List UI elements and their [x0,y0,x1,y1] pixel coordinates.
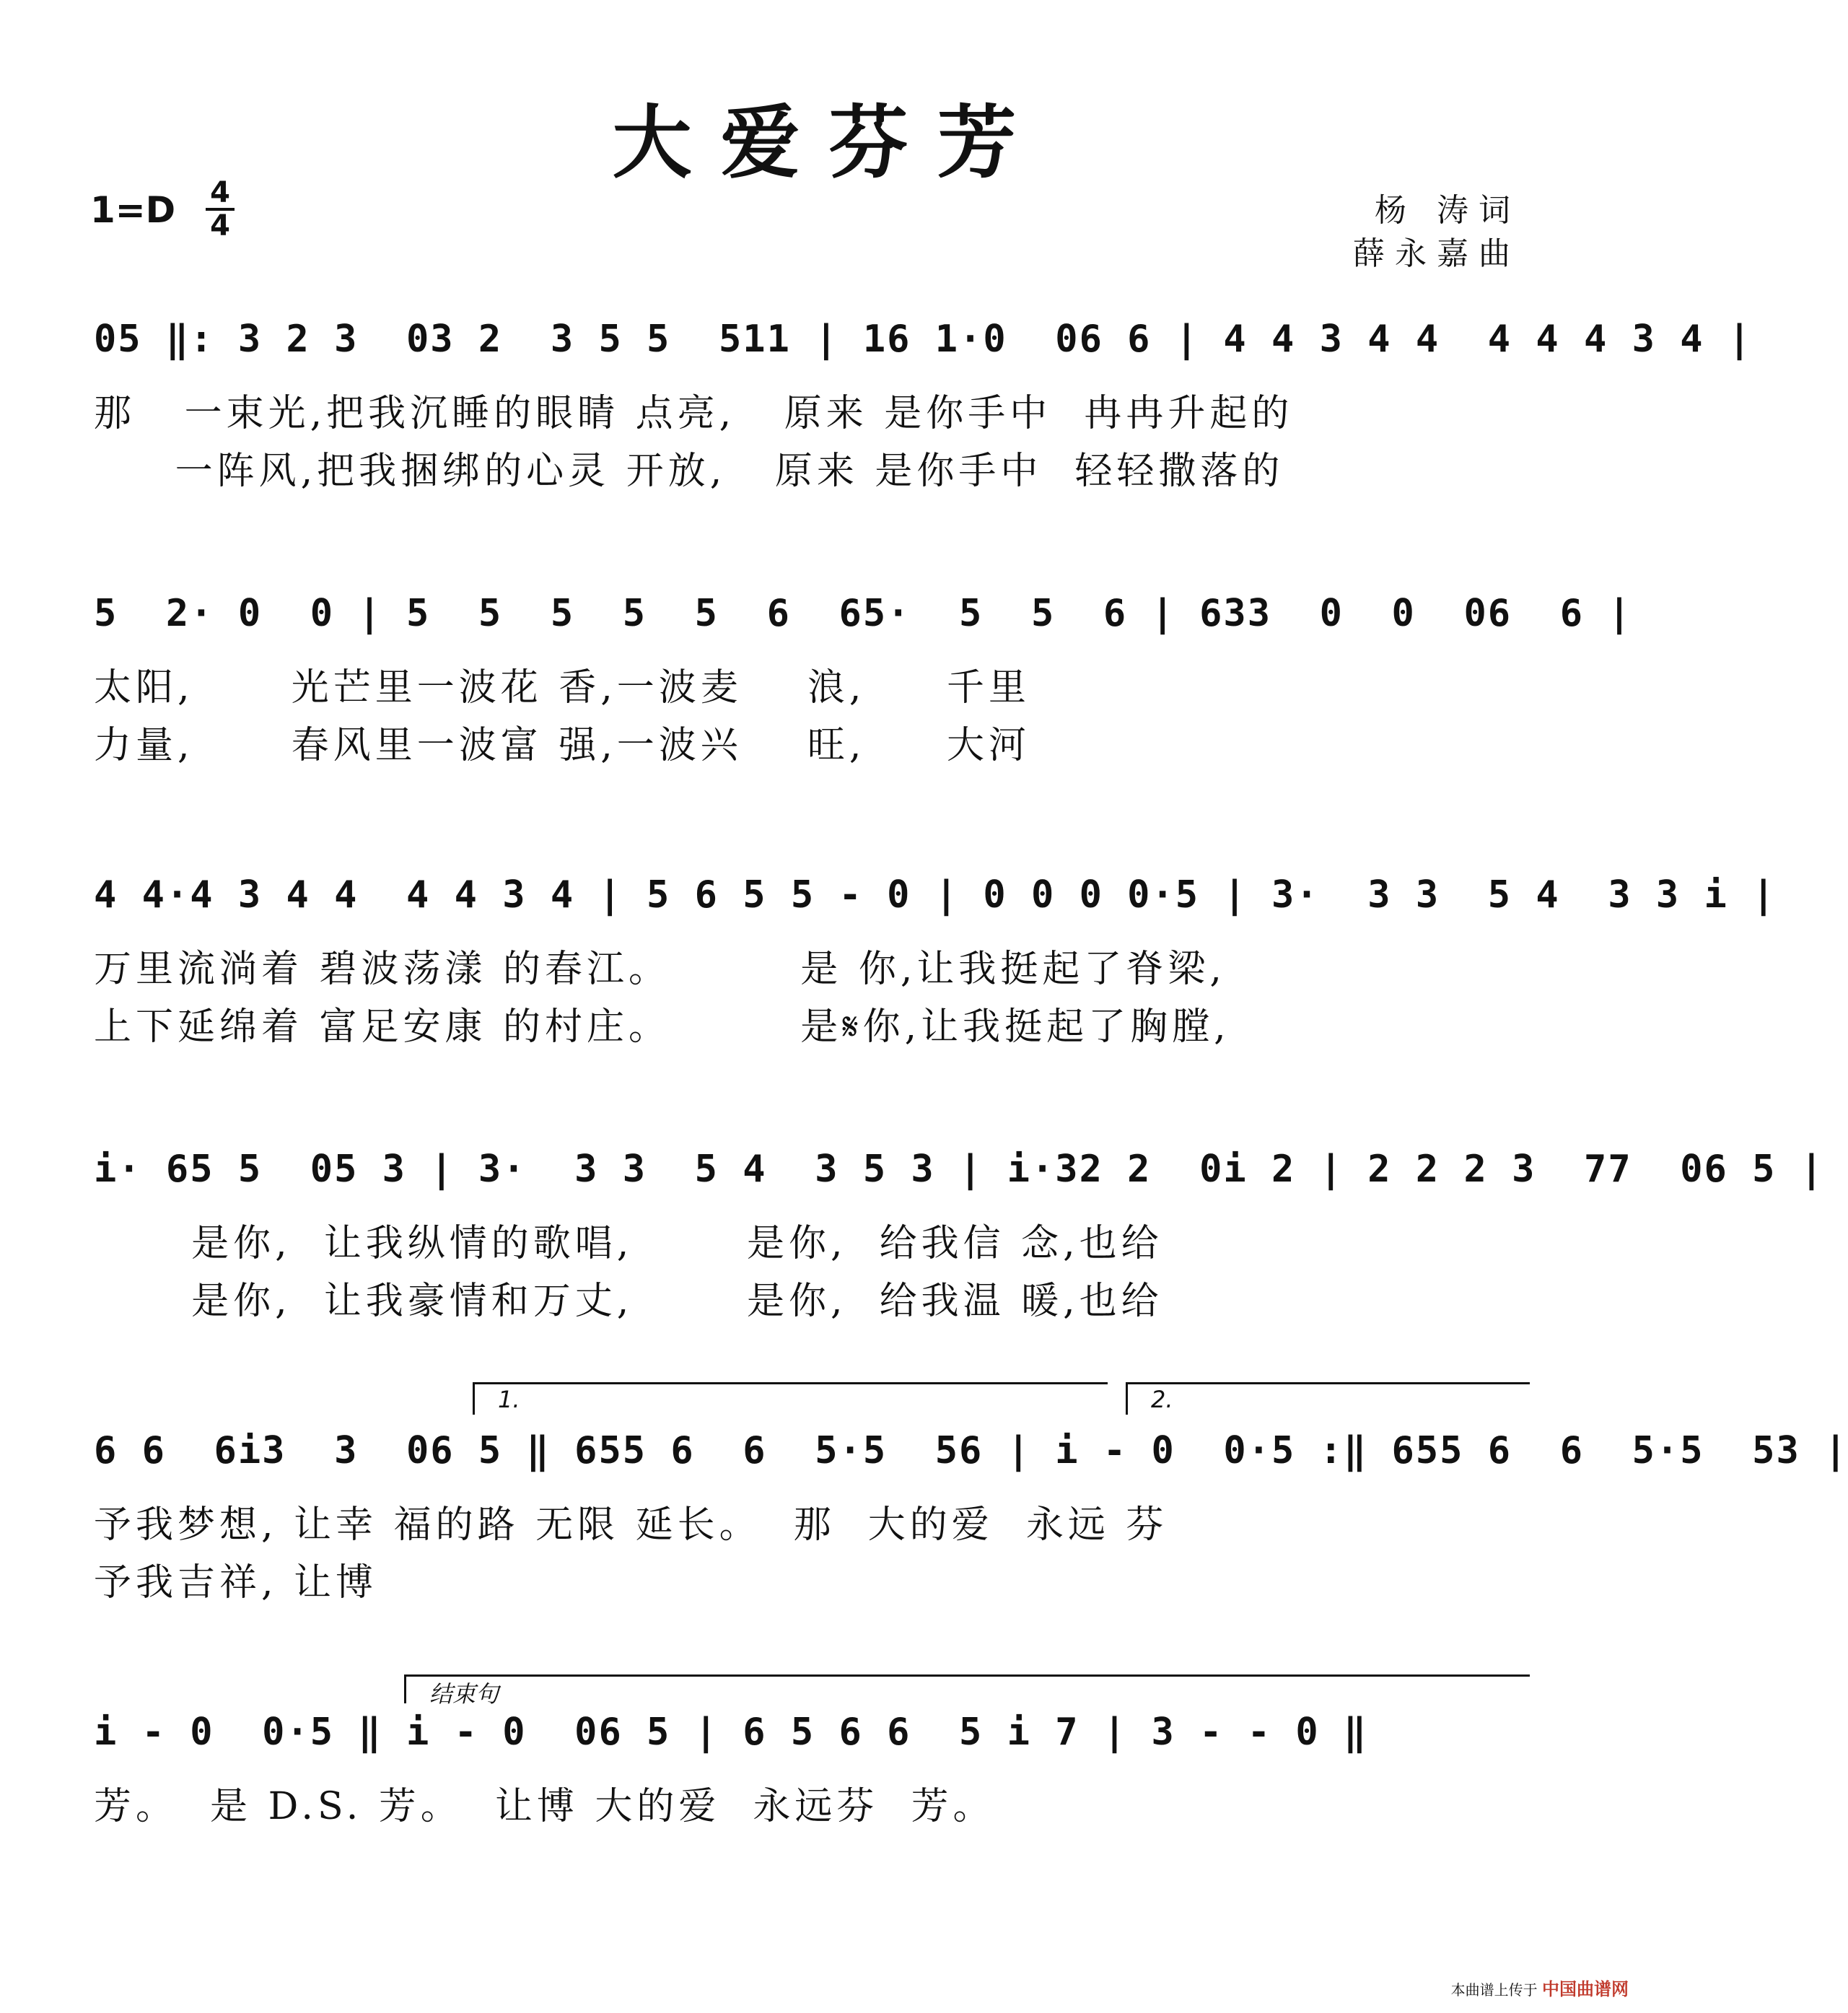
composer-credit: 薛永嘉曲 [1353,235,1520,272]
lyric-verse-1: 太阳, 光芒里一波花 香,一波麦 浪, 千里 [94,666,1031,709]
notation-line: 05 ‖: 3 2 3 03 2 3 5 5 511 | 16 1·0 06 6 | 4 4 3 4 4 4 4 4 3 4 | [94,318,1753,361]
second-ending-label: 2. [1151,1386,1173,1413]
lyric-verse-1: 予我梦想, 让幸 福的路 无限 延长。 那 大的爱 永远 芬 [94,1503,1168,1547]
key-signature: 1=D [90,189,176,231]
footer-text: 本曲谱上传于 [1450,1981,1538,1999]
time-sig-bottom: 4 [210,209,230,243]
notation-line: i· 65 5 05 3 | 3· 3 3 5 4 3 5 3 | i·32 2 0i 2 | 2 2 2 3 77 06 5 | [94,1148,1825,1191]
lyric-verse-2: 予我吉祥, 让博 [94,1561,378,1604]
score-system-2 [94,592,1632,767]
score-system-4 [94,1148,1825,1323]
song-title: 大爱芬芳 [612,96,1046,189]
lyric-verse-1: 那 一束光,把我沉睡的眼睛 点亮, 原来 是你手中 冉冉升起的 [94,392,1294,435]
time-sig-top: 4 [206,178,235,211]
lyric-verse-1: 芳。 是 D.S. 芳。 让博 大的爱 永远芬 芳。 [94,1785,995,1828]
first-ending-bracket-edge [473,1382,475,1415]
lyric-verse-1: 是你, 让我纵情的歌唱, 是你, 给我信 念,也给 [94,1222,1163,1265]
lyric-verse-2: 上下延绵着 富足安康 的村庄。 是𝄋你,让我挺起了胸膛, [94,1005,1230,1049]
score-system-6 [94,1711,1537,1833]
source-footer [1451,1975,1629,2000]
lyric-verse-2: 力量, 春风里一波富 强,一波兴 旺, 大河 [94,724,1031,767]
score-system-1 [94,318,1753,493]
second-ending-bracket [1126,1382,1530,1384]
coda-label: 结束句 [429,1680,499,1708]
lyric-verse-1: 万里流淌着 碧波荡漾 的春江。 是 你,让我挺起了脊梁, [94,948,1226,991]
score-system-3 [94,873,1777,1049]
first-ending-bracket [473,1382,1108,1384]
score-system-5 [94,1429,1848,1604]
time-signature [206,178,235,241]
second-ending-bracket-edge [1126,1382,1128,1415]
notation-line: 6 6 6i3 3 06 5 ‖ 655 6 6 5·5 56 | i - 0 0·5 :‖ 655 6 6 5·5 53 | [94,1429,1848,1472]
footer-brand: 中国曲谱网 [1542,1979,1629,1999]
notation-line: 4 4·4 3 4 4 4 4 3 4 | 5 6 5 5 - 0 | 0 0 0 0·5 | 3· 3 3 5 4 3 3 i | [94,873,1777,917]
notation-line: 5 2· 0 0 | 5 5 5 5 5 6 65· 5 5 6 | 633 0 0 06 6 | [94,592,1632,635]
lyric-verse-2: 是你, 让我豪情和万丈, 是你, 给我温 暖,也给 [94,1280,1163,1323]
notation-line: i - 0 0·5 ‖ i - 0 06 5 | 6 5 6 6 5 i 7 | 3 - - 0 ‖ [94,1711,1368,1754]
ending-phrase-bracket [404,1674,1530,1677]
first-ending-label: 1. [498,1386,520,1413]
lyric-verse-2: 一阵风,把我捆绑的心灵 开放, 原来 是你手中 轻轻撒落的 [94,450,1284,493]
ending-phrase-bracket-edge [404,1674,406,1703]
lyricist-credit: 杨 涛词 [1375,192,1520,229]
